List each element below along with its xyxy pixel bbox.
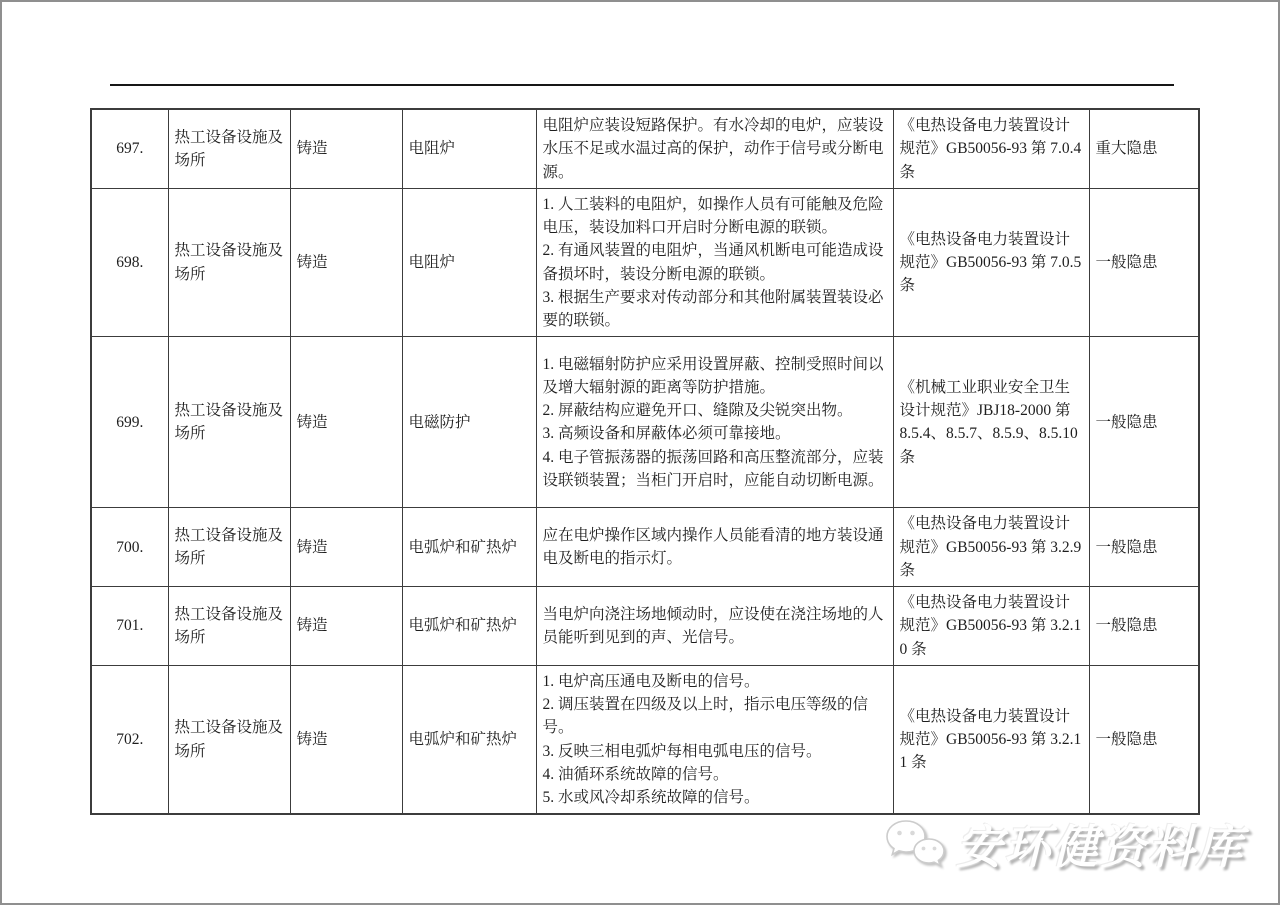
description-line: 3. 根据生产要求对传动部分和其他附属装置装设必要的联锁。 <box>542 288 884 329</box>
cell-hazard-level: 一般隐患 <box>1089 665 1199 814</box>
cell-basis: 《电热设备电力装置设计规范》GB50056-93 第 7.0.5 条 <box>893 188 1089 337</box>
hazard-table <box>90 108 1200 815</box>
cell-equipment: 电阻炉 <box>402 109 536 188</box>
description-line: 2. 有通风装置的电阻炉，当通风机断电可能造成设备损坏时，装设分断电源的联锁。 <box>542 242 884 283</box>
cell-equipment: 电弧炉和矿热炉 <box>402 587 536 666</box>
cell-basis: 《电热设备电力装置设计规范》GB50056-93 第 7.0.4 条 <box>893 109 1089 188</box>
cell-row-number: 699. <box>91 337 168 508</box>
watermark-text: 安环健资料库 <box>956 822 1244 873</box>
description-line: 电阻炉应装设短路保护。有水冷却的电炉，应装设水压不足或水温过高的保护，动作于信号或分断电源。 <box>542 117 884 181</box>
cell-description <box>536 188 893 337</box>
description-line: 4. 电子管振荡器的振荡回路和高压整流部分，应装设联锁装置；当柜门开启时，应能自动切断电源。 <box>542 448 884 489</box>
cell-hazard-level: 一般隐患 <box>1089 587 1199 666</box>
cell-process: 铸造 <box>290 188 402 337</box>
description-line: 当电炉向浇注场地倾动时，应设使在浇注场地的人员能听到见到的声、光信号。 <box>542 605 884 646</box>
header-rule <box>110 84 1174 86</box>
description-line: 4. 油循环系统故障的信号。 <box>542 765 729 783</box>
table-row <box>91 109 1199 188</box>
description-line: 1. 电炉高压通电及断电的信号。 <box>542 672 760 690</box>
cell-description <box>536 665 893 814</box>
cell-hazard-level: 一般隐患 <box>1089 188 1199 337</box>
table-row <box>91 337 1199 508</box>
cell-hazard-level: 重大隐患 <box>1089 109 1199 188</box>
cell-place: 热工设备设施及场所 <box>168 109 290 188</box>
description-line: 5. 水或风冷却系统故障的信号。 <box>542 789 760 806</box>
cell-basis: 《电热设备电力装置设计规范》GB50056-93 第 3.2.9 条 <box>893 508 1089 587</box>
wechat-icon <box>884 817 946 871</box>
cell-place: 热工设备设施及场所 <box>168 665 290 814</box>
cell-equipment: 电阻炉 <box>402 188 536 337</box>
cell-process: 铸造 <box>290 587 402 666</box>
cell-row-number: 700. <box>91 508 168 587</box>
cell-row-number: 701. <box>91 587 168 666</box>
cell-description <box>536 587 893 666</box>
cell-description <box>536 337 893 508</box>
description-line: 2. 调压装置在四级及以上时，指示电压等级的信号。 <box>542 696 869 737</box>
cell-place: 热工设备设施及场所 <box>168 508 290 587</box>
cell-process: 铸造 <box>290 665 402 814</box>
description-line: 应在电炉操作区域内操作人员能看清的地方装设通电及断电的指示灯。 <box>542 526 884 568</box>
watermark <box>884 811 1244 877</box>
description-line: 1. 人工装料的电阻炉，如操作人员有可能触及危险电压，装设加料口开启时分断电源的联锁。 <box>542 195 884 236</box>
cell-place: 热工设备设施及场所 <box>168 337 290 508</box>
description-line: 1. 电磁辐射防护应采用设置屏蔽、控制受照时间以及增大辐射源的距离等防护措施。 <box>542 355 884 396</box>
cell-process: 铸造 <box>290 109 402 188</box>
cell-process: 铸造 <box>290 337 402 508</box>
hazard-table-body <box>91 109 1199 814</box>
cell-basis: 《电热设备电力装置设计规范》GB50056-93 第 3.2.10 条 <box>893 587 1089 666</box>
cell-hazard-level: 一般隐患 <box>1089 337 1199 508</box>
cell-place: 热工设备设施及场所 <box>168 188 290 337</box>
cell-basis: 《电热设备电力装置设计规范》GB50056-93 第 3.2.11 条 <box>893 665 1089 814</box>
cell-hazard-level: 一般隐患 <box>1089 508 1199 587</box>
table-row <box>91 587 1199 666</box>
cell-row-number: 697. <box>91 109 168 188</box>
cell-row-number: 698. <box>91 188 168 337</box>
description-line: 2. 屏蔽结构应避免开口、缝隙及尖锐突出物。 <box>542 402 853 419</box>
cell-equipment: 电弧炉和矿热炉 <box>402 665 536 814</box>
table-row <box>91 188 1199 337</box>
cell-row-number: 702. <box>91 665 168 814</box>
cell-basis: 《机械工业职业安全卫生设计规范》JBJ18-2000 第 8.5.4、8.5.7、8.5.9、8.5.10 条 <box>893 337 1089 508</box>
cell-process: 铸造 <box>290 508 402 587</box>
cell-place: 热工设备设施及场所 <box>168 587 290 666</box>
cell-equipment: 电弧炉和矿热炉 <box>402 508 536 587</box>
cell-equipment: 电磁防护 <box>402 337 536 508</box>
table-row <box>91 508 1199 587</box>
cell-description <box>536 109 893 188</box>
description-line: 3. 反映三相电弧炉每相电弧电压的信号。 <box>542 742 822 760</box>
description-line: 3. 高频设备和屏蔽体必须可靠接地。 <box>542 425 791 443</box>
table-row <box>91 665 1199 814</box>
cell-description <box>536 508 893 587</box>
